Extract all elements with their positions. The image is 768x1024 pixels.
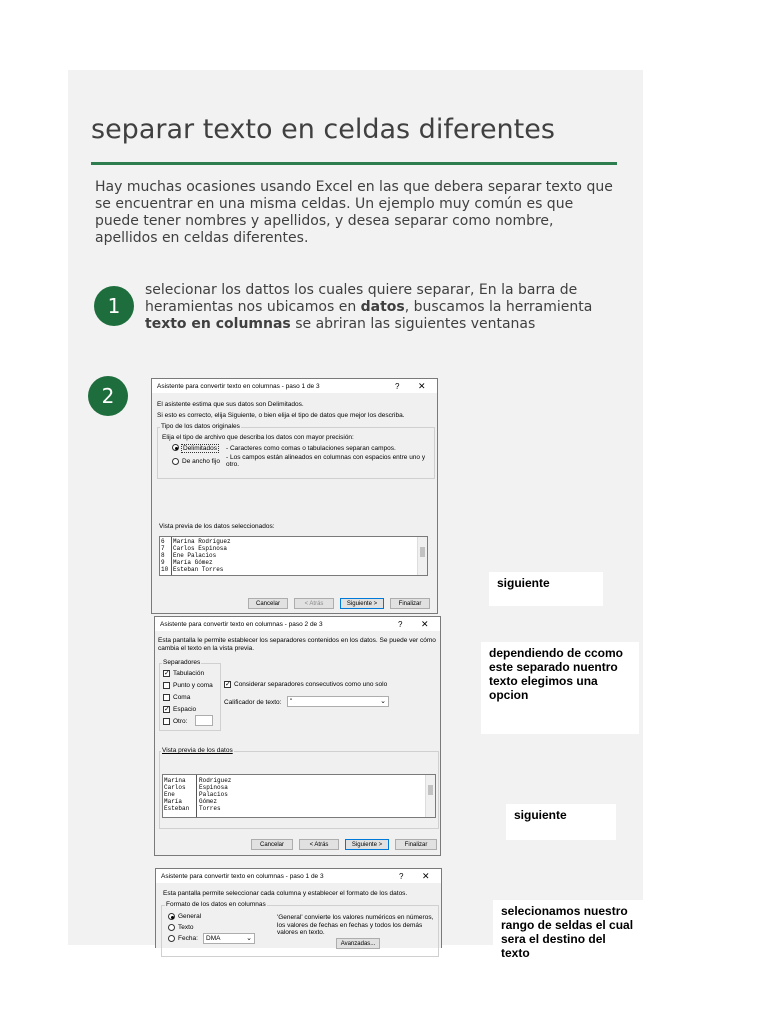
preview-cell: Carlos: [164, 784, 186, 791]
data-preview[interactable]: [162, 774, 436, 818]
scroll-thumb[interactable]: [420, 547, 425, 557]
tab-checkbox[interactable]: ✓: [164, 670, 170, 677]
dialog-line-1: Esta pantalla permite seleccionar cada columna y establecer el formato de los datos.: [163, 890, 408, 897]
date-label[interactable]: Fecha:: [178, 935, 198, 942]
back-button[interactable]: < Atrás: [294, 598, 334, 609]
scroll-thumb[interactable]: [428, 785, 433, 795]
step-1-bold-texto-columnas: texto en columnas: [145, 316, 291, 332]
text-radio[interactable]: [168, 924, 175, 931]
preview-row: María Gómez: [173, 559, 213, 566]
other-separator-input[interactable]: [195, 715, 213, 726]
fixed-width-radio[interactable]: [172, 458, 179, 465]
next-button[interactable]: Siguiente >: [340, 598, 384, 609]
preview-cell: Palacios: [199, 791, 228, 798]
preview-first-names: [164, 777, 189, 812]
preview-row-numbers: [161, 538, 168, 573]
preview-label: Vista previa de los datos: [162, 747, 233, 754]
dialog-line-2: cambia el texto en la vista previa.: [158, 645, 255, 652]
note-opcion: dependiendo de ccomo este separado nuentro texto elegimos una opcion: [481, 642, 639, 734]
next-button[interactable]: Siguiente >: [345, 839, 389, 850]
step-2-badge: 2: [88, 376, 128, 416]
preview-cell: María: [164, 798, 183, 805]
comma-label[interactable]: Coma: [173, 694, 191, 701]
qualifier-value: ": [290, 698, 293, 705]
delimited-radio[interactable]: [172, 444, 179, 451]
preview-cell: Torres: [199, 805, 221, 812]
separators-label: Separadores: [163, 659, 201, 666]
qualifier-select[interactable]: [287, 696, 389, 707]
page-title: separar texto en celdas diferentes: [91, 114, 555, 145]
original-type-label: Tipo de los datos originales: [161, 423, 240, 430]
title-divider: [91, 162, 617, 165]
dialog-title: Asistente para convertir texto en columnas - paso 2 de 3: [160, 621, 323, 628]
fixed-width-label[interactable]: De ancho fijo: [182, 458, 220, 465]
close-icon[interactable]: ✕: [421, 619, 429, 629]
note-siguiente-2: siguiente: [506, 804, 616, 840]
date-format-value: DMA: [206, 935, 221, 942]
cancel-button[interactable]: Cancelar: [248, 598, 288, 609]
preview-row-number: 9: [161, 559, 165, 566]
preview-row: Marina Rodríguez: [173, 538, 231, 545]
data-preview[interactable]: [159, 536, 428, 576]
preview-scrollbar[interactable]: [417, 537, 427, 575]
preview-cell: Gómez: [199, 798, 218, 805]
preview-column-divider: [196, 775, 197, 817]
preview-cell: Espinosa: [199, 784, 228, 791]
space-checkbox[interactable]: ✓: [164, 706, 170, 713]
other-checkbox[interactable]: [163, 718, 170, 725]
general-label[interactable]: General: [178, 913, 202, 920]
preview-row-number: 10: [161, 566, 169, 573]
semicolon-label[interactable]: Punto y coma: [173, 682, 213, 689]
note-destino: selecionamos nuestro rango de seldas el cual sera el destino del texto: [493, 900, 643, 950]
close-icon[interactable]: ✕: [422, 871, 430, 881]
semicolon-checkbox[interactable]: [163, 682, 170, 689]
help-icon[interactable]: ?: [395, 382, 400, 391]
consecutive-label[interactable]: Considerar separadores consecutivos como uno solo: [234, 681, 388, 688]
preview-row: Carlos Espinosa: [173, 545, 228, 552]
space-label[interactable]: Espacio: [173, 706, 197, 713]
text-label[interactable]: Texto: [178, 924, 194, 931]
step-1-text-a: selecionar los dattos los cuales quiere separar, En la barra de heramientas nos ubicamos en: [145, 282, 578, 315]
preview-cell: Esteban: [164, 805, 190, 812]
step-1-text: [145, 282, 615, 333]
general-description: 'General' convierte los valores numéricos en números, los valores de fechas en fechas y todos los demás valores en texto.: [277, 914, 434, 936]
dialog-line-1: El asistente estima que sus datos son Delimitados.: [157, 401, 304, 408]
preview-separator: [171, 537, 172, 575]
chevron-down-icon: ⌄: [380, 698, 386, 705]
help-icon[interactable]: ?: [399, 872, 404, 881]
preview-cell: Rodríguez: [199, 777, 232, 784]
preview-row: Ene Palacios: [173, 552, 217, 559]
preview-row-number: 7: [161, 545, 165, 552]
dialog-title: Asistente para convertir texto en columnas - paso 1 de 3: [161, 873, 324, 880]
delimited-label[interactable]: Delimitados: [183, 445, 217, 452]
delimited-description: - Caracteres como comas o tabulaciones separan campos.: [226, 445, 396, 452]
text-to-columns-step1-dialog: [151, 378, 438, 614]
finish-button[interactable]: Finalizar: [395, 839, 437, 850]
fixed-width-description: - Los campos están alineados en columnas con espacios entre uno y otro.: [226, 454, 426, 468]
cancel-button[interactable]: Cancelar: [251, 839, 293, 850]
preview-row: Esteban Torres: [173, 566, 224, 573]
preview-cell: Ene: [164, 791, 175, 798]
consecutive-checkbox[interactable]: ✓: [225, 681, 231, 688]
preview-values: [173, 538, 231, 573]
date-radio[interactable]: [168, 935, 175, 942]
back-button[interactable]: < Atrás: [299, 839, 339, 850]
tab-label[interactable]: Tabulación: [173, 670, 205, 677]
dialog-line-2: Si esto es correcto, elija Siguiente, o bien elija el tipo de datos que mejor los describa.: [157, 412, 405, 419]
dialog-title: Asistente para convertir texto en columnas - paso 1 de 3: [157, 383, 320, 390]
step-1-bold-datos: datos: [360, 299, 405, 315]
note-siguiente-1: siguiente: [489, 572, 603, 606]
preview-row-number: 8: [161, 552, 165, 559]
choose-type-label: Elija el tipo de archivo que describa los datos con mayor precisión:: [162, 434, 354, 441]
text-to-columns-step2-dialog: [154, 616, 441, 856]
step-1-text-b: , buscamos la herramienta: [404, 299, 593, 315]
text-to-columns-step3-dialog: [155, 868, 442, 948]
step-1-badge: 1: [94, 286, 134, 326]
finish-button[interactable]: Finalizar: [390, 598, 430, 609]
other-label[interactable]: Otro:: [173, 718, 188, 725]
general-radio[interactable]: [168, 913, 175, 920]
document-page: [68, 70, 643, 960]
close-icon[interactable]: ✕: [418, 381, 426, 391]
preview-label: Vista previa de los datos seleccionados:: [159, 523, 275, 530]
step-1-text-c: se abriran las siguientes ventanas: [290, 316, 536, 332]
date-format-select[interactable]: [203, 933, 255, 944]
preview-scrollbar[interactable]: [425, 775, 435, 817]
advanced-button[interactable]: Avanzadas...: [336, 938, 380, 949]
dialog-line-1: Esta pantalla le permite establecer los separadores contenidos en los datos. Se puede ver cómo: [158, 637, 436, 644]
help-icon[interactable]: ?: [398, 620, 403, 629]
chevron-down-icon: ⌄: [246, 935, 252, 942]
comma-checkbox[interactable]: [163, 694, 170, 701]
column-format-label: Formato de los datos en columnas: [166, 901, 266, 908]
intro-paragraph: Hay muchas ocasiones usando Excel en las que debera separar texto que se encuentrar en una misma celdas. Un ejemplo muy común es que puede tener nombres y apellidos, y desea separar como nombre, apellidos en celdas diferentes.: [95, 179, 613, 246]
preview-cell: Marina: [164, 777, 186, 784]
preview-row-number: 6: [161, 538, 165, 545]
qualifier-label: Calificador de texto:: [224, 699, 282, 706]
preview-last-names: [199, 777, 231, 812]
